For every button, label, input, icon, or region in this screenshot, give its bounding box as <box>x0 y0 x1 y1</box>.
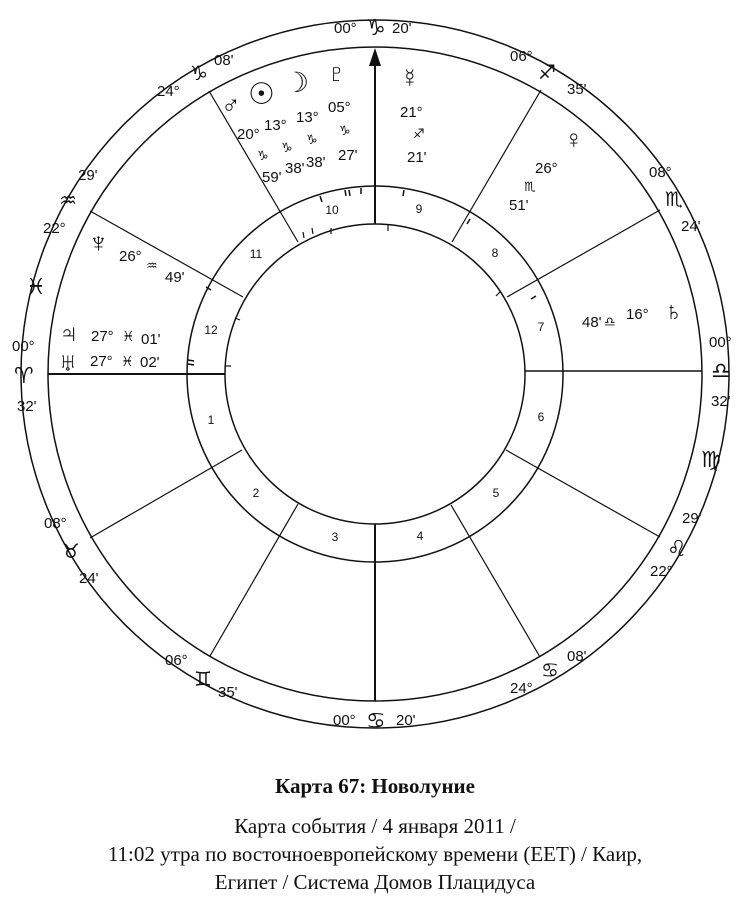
capricorn-icon: ♑ <box>306 132 318 147</box>
capricorn-icon: ♑ <box>339 123 351 138</box>
house-number-4: 4 <box>416 529 424 543</box>
cusp-ic-min: 20' <box>396 712 416 729</box>
chart-caption-line-1: Карта события / 4 января 2011 / <box>234 814 516 838</box>
tick-mars <box>320 196 322 202</box>
moon-min: 38' <box>306 154 326 171</box>
planet-pluto <box>327 58 358 164</box>
neptune-deg: 26° <box>119 248 142 265</box>
house-number-ring-inner <box>225 224 525 524</box>
capricorn-icon: ♑ <box>366 15 386 40</box>
venus-icon: ♀ <box>564 124 584 154</box>
sun-min: 38' <box>285 160 305 177</box>
saturn-icon: ♄ <box>664 296 684 326</box>
house-number-12: 12 <box>204 323 218 337</box>
cusp-dsc-deg: 00° <box>709 334 732 351</box>
cusp-line-6 <box>506 450 660 537</box>
planet-jupiter <box>59 318 161 348</box>
cusp-line-5 <box>451 505 540 657</box>
tick-saturn <box>531 296 536 299</box>
scorpio-icon: ♏ <box>524 179 536 194</box>
pisces-icon: ♓ <box>26 274 46 299</box>
house-number-9: 9 <box>415 202 423 216</box>
cusp-asc <box>12 338 37 415</box>
house-number-6: 6 <box>537 410 545 424</box>
tick-jupiter <box>188 360 194 361</box>
capricorn-icon: ♑ <box>281 140 293 155</box>
cusp-8-min: 24' <box>681 218 701 235</box>
venus-min: 51' <box>509 197 529 214</box>
saturn-deg: 16° <box>626 306 649 323</box>
cusp-5 <box>510 648 587 697</box>
tick-in-sun <box>312 228 313 234</box>
cancer-icon: ♋ <box>366 708 386 733</box>
jupiter-min: 01' <box>141 331 161 348</box>
moon-deg: 13° <box>296 109 319 126</box>
tick-moon <box>349 190 350 196</box>
house-number-8: 8 <box>491 246 499 260</box>
virgo-icon: ♍ <box>701 447 721 472</box>
cusp-mc-deg: 00° <box>334 20 357 37</box>
tick-in-mars <box>303 232 304 238</box>
planet-saturn <box>582 296 684 331</box>
tick-in-venus <box>496 292 500 296</box>
cusp-line-9 <box>452 90 541 242</box>
mercury-min: 21' <box>407 149 427 166</box>
libra-icon: ♎ <box>604 314 616 329</box>
pluto-min: 27' <box>338 147 358 164</box>
tick-mercury <box>403 190 404 196</box>
neptune-icon: ♆ <box>88 227 109 258</box>
sagittarius-icon: ♐ <box>538 62 556 84</box>
cusp-2-deg: 08° <box>44 515 67 532</box>
taurus-icon: ♉ <box>62 541 80 563</box>
aquarius-icon: ♒ <box>59 190 77 212</box>
cusp-8 <box>649 164 701 235</box>
pluto-icon: ♇ <box>327 58 347 88</box>
venus-deg: 26° <box>535 160 558 177</box>
gemini-icon: ♊ <box>194 669 212 691</box>
mercury-deg: 21° <box>400 104 423 121</box>
leo-icon: ♌ <box>667 536 687 561</box>
cusp-line-2 <box>90 450 242 538</box>
cusp-ic <box>333 708 416 733</box>
cusp-12-min: 29' <box>78 167 98 184</box>
cusp-9 <box>510 48 587 98</box>
mars-deg: 20° <box>237 126 260 143</box>
house-number-5: 5 <box>492 486 500 500</box>
cusp-3 <box>165 652 238 701</box>
chart-caption-line-2: 11:02 утра по восточноевропейскому времени (EET) / Каир, <box>107 842 643 866</box>
sun-icon: ☉ <box>248 78 275 111</box>
sagittarius-icon: ♐ <box>413 126 425 141</box>
house-number-11: 11 <box>249 247 263 261</box>
mars-min: 59' <box>262 169 282 186</box>
uranus-min: 02' <box>140 354 160 371</box>
chart-caption-line-3: Египет / Система Домов Плацидуса <box>214 870 536 894</box>
jupiter-deg: 27° <box>91 328 114 345</box>
scorpio-icon: ♏ <box>665 189 683 211</box>
cusp-2 <box>44 515 99 587</box>
house-number-1: 1 <box>207 413 215 427</box>
cusp-mc-min: 20' <box>392 20 412 37</box>
mc-arrow <box>369 48 381 66</box>
capricorn-icon: ♑ <box>190 63 208 85</box>
cusp-3-deg: 06° <box>165 652 188 669</box>
planet-mercury <box>400 63 427 166</box>
saturn-min: 48' <box>582 314 602 331</box>
cusp-asc-min: 32' <box>17 398 37 415</box>
planet-ticks <box>188 188 536 365</box>
house-number-2: 2 <box>252 486 260 500</box>
mercury-icon: ☿ <box>400 63 420 93</box>
chart-caption-title: Карта 67: Новолуние <box>275 774 475 798</box>
pluto-deg: 05° <box>328 99 351 116</box>
jupiter-icon: ♃ <box>59 318 79 348</box>
planet-uranus <box>58 347 160 377</box>
cusp-9-min: 35' <box>567 81 587 98</box>
pisces-icon: ♓ <box>122 328 135 344</box>
cusp-ic-deg: 00° <box>333 712 356 729</box>
cusp-2-min: 24' <box>79 570 99 587</box>
moon-icon: ☽ <box>284 67 310 98</box>
cusp-5-min: 08' <box>567 648 587 665</box>
cusp-6 <box>650 510 702 580</box>
sun-deg: 13° <box>264 117 287 134</box>
house-number-10: 10 <box>325 203 339 217</box>
tick-sun <box>345 190 346 196</box>
house-number-3: 3 <box>331 530 339 544</box>
cusp-11-min: 08' <box>214 52 234 69</box>
planet-venus <box>509 124 584 214</box>
cusp-mc <box>334 15 412 40</box>
cusp-12-deg: 22° <box>43 220 66 237</box>
tick-venus <box>467 219 470 224</box>
uranus-icon: ♅ <box>58 347 78 377</box>
capricorn-icon: ♑ <box>257 148 269 163</box>
cancer-icon: ♋ <box>541 660 559 682</box>
cusp-line-8 <box>507 210 660 297</box>
aries-icon: ♈ <box>14 363 34 388</box>
planet-ticks-inner <box>225 225 500 366</box>
cusp-dsc-min: 32' <box>711 393 731 410</box>
libra-icon: ♎ <box>711 358 731 383</box>
cusp-asc-deg: 00° <box>12 338 35 355</box>
cusp-5-deg: 24° <box>510 680 533 697</box>
cusp-6-deg: 22° <box>650 563 673 580</box>
planet-moon <box>284 67 326 171</box>
cusp-11-deg: 24° <box>157 83 180 100</box>
cusp-line-3 <box>210 504 298 656</box>
cusp-8-deg: 08° <box>649 164 672 181</box>
cusp-dsc <box>709 334 732 410</box>
cusp-6-min: 29' <box>682 510 702 527</box>
aquarius-icon: ♒ <box>146 258 158 273</box>
cusp-3-min: 35' <box>218 684 238 701</box>
house-number-7: 7 <box>537 320 545 334</box>
house-number-ring-outer <box>187 186 563 562</box>
mars-icon: ♂ <box>221 90 241 120</box>
pisces-icon: ♓ <box>121 353 134 369</box>
uranus-deg: 27° <box>90 353 113 370</box>
neptune-min: 49' <box>165 269 185 286</box>
cusp-9-deg: 06° <box>510 48 533 65</box>
tick-uranus <box>188 364 194 365</box>
